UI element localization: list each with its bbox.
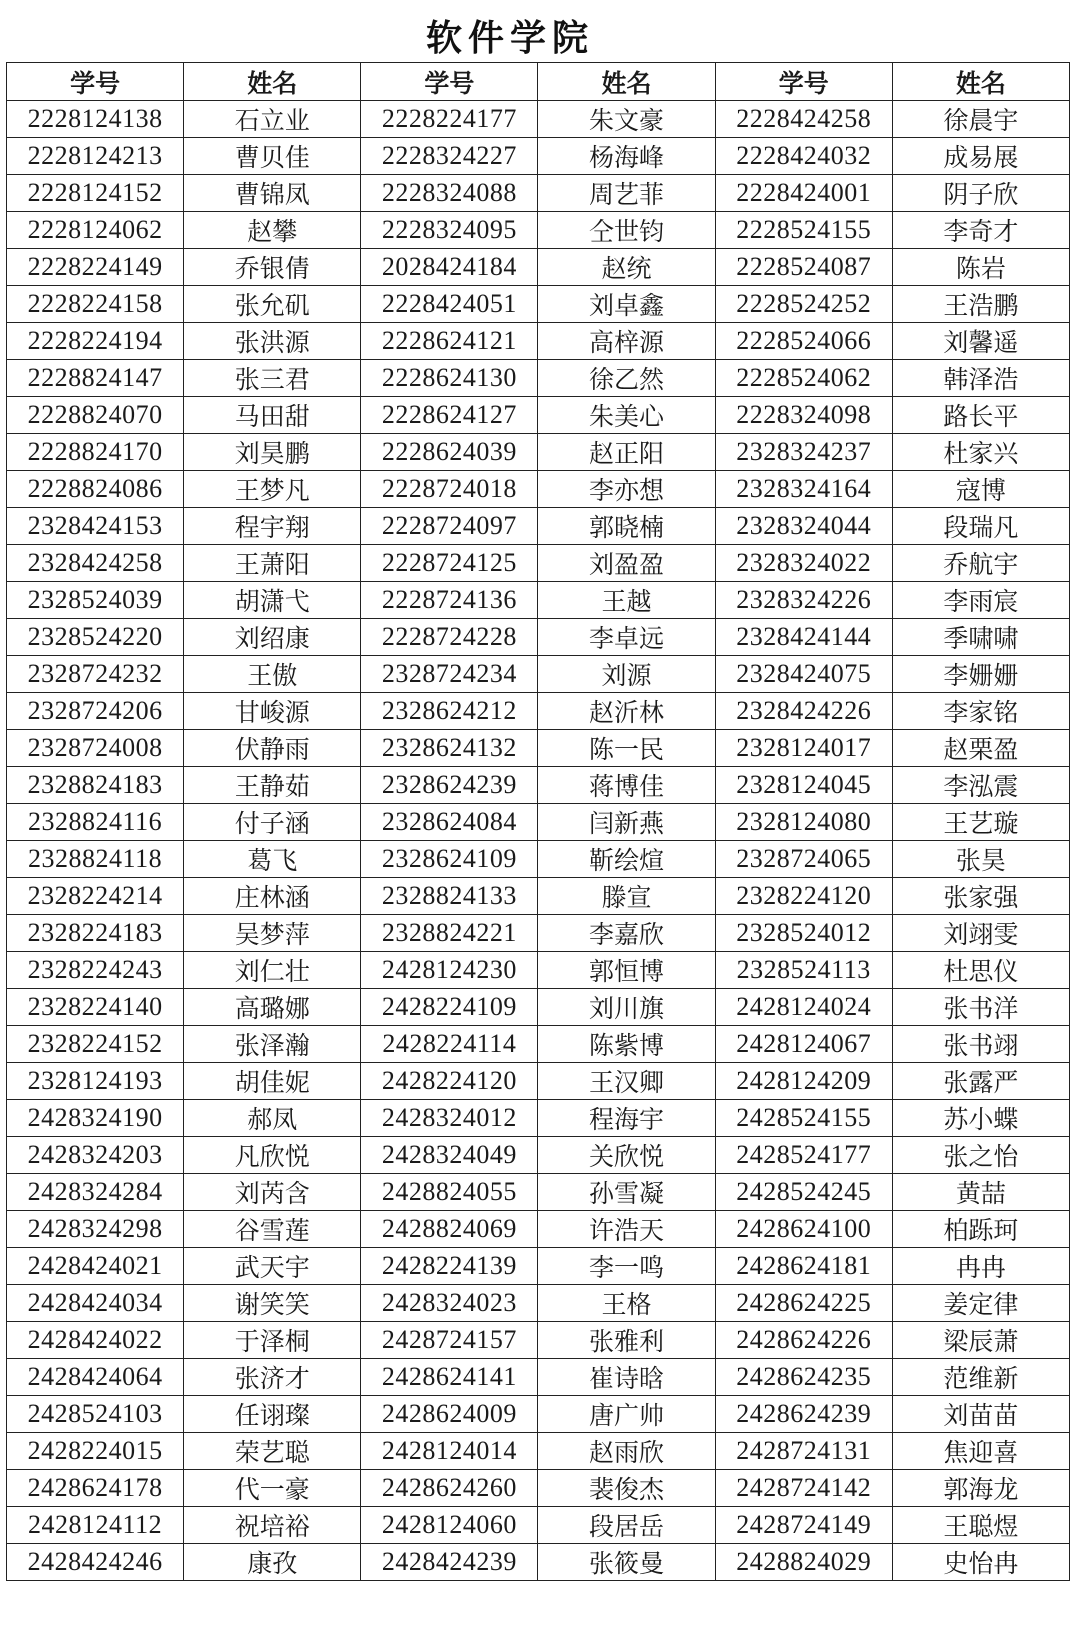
table-row bbox=[7, 582, 1070, 619]
student-id-cell: 2228724125 bbox=[361, 545, 538, 582]
student-id-cell: 2228524252 bbox=[715, 286, 892, 323]
student-name-cell: 陈岩 bbox=[892, 249, 1069, 286]
student-name-cell: 付子涵 bbox=[184, 804, 361, 841]
table-row bbox=[7, 841, 1070, 878]
student-id-cell: 2228424258 bbox=[715, 101, 892, 138]
page-title: 软件学院 bbox=[425, 18, 594, 59]
student-name-cell: 朱文豪 bbox=[538, 101, 715, 138]
student-name-cell: 张书翊 bbox=[892, 1026, 1069, 1063]
table-row bbox=[7, 1470, 1070, 1507]
student-id-cell: 2328424258 bbox=[7, 545, 184, 582]
student-id-cell: 2328624212 bbox=[361, 693, 538, 730]
student-name-cell: 曹贝佳 bbox=[184, 138, 361, 175]
student-id-cell: 2328224183 bbox=[7, 915, 184, 952]
student-name-cell: 谢笑笑 bbox=[184, 1285, 361, 1322]
student-name-cell: 段居岳 bbox=[538, 1507, 715, 1544]
student-name-cell: 郝凤 bbox=[184, 1100, 361, 1137]
table-row bbox=[7, 323, 1070, 360]
student-name-cell: 刘川旗 bbox=[538, 989, 715, 1026]
student-name-cell: 祝培裕 bbox=[184, 1507, 361, 1544]
table-row bbox=[7, 767, 1070, 804]
student-id-cell: 2228524066 bbox=[715, 323, 892, 360]
student-name-cell: 梁辰萧 bbox=[892, 1322, 1069, 1359]
student-id-cell: 2428824055 bbox=[361, 1174, 538, 1211]
student-name-cell: 王静茹 bbox=[184, 767, 361, 804]
student-name-cell: 李嘉欣 bbox=[538, 915, 715, 952]
student-id-cell: 2428724131 bbox=[715, 1433, 892, 1470]
student-name-cell: 成易展 bbox=[892, 138, 1069, 175]
student-id-cell: 2428624235 bbox=[715, 1359, 892, 1396]
table-header-row bbox=[7, 63, 1070, 101]
student-id-cell: 2228724228 bbox=[361, 619, 538, 656]
student-id-cell: 2328324164 bbox=[715, 471, 892, 508]
student-name-cell: 乔航宇 bbox=[892, 545, 1069, 582]
student-id-cell: 2328424153 bbox=[7, 508, 184, 545]
student-name-cell: 寇博 bbox=[892, 471, 1069, 508]
student-name-cell: 于泽桐 bbox=[184, 1322, 361, 1359]
student-id-cell: 2228224149 bbox=[7, 249, 184, 286]
student-name-cell: 阴子欣 bbox=[892, 175, 1069, 212]
student-name-cell: 刘芮含 bbox=[184, 1174, 361, 1211]
student-id-cell: 2228524087 bbox=[715, 249, 892, 286]
student-id-cell: 2428224015 bbox=[7, 1433, 184, 1470]
student-id-cell: 2428624239 bbox=[715, 1396, 892, 1433]
student-id-cell: 2228624039 bbox=[361, 434, 538, 471]
student-id-cell: 2228624130 bbox=[361, 360, 538, 397]
student-name-cell: 史怡冉 bbox=[892, 1544, 1069, 1581]
student-name-cell: 张露严 bbox=[892, 1063, 1069, 1100]
table-row bbox=[7, 471, 1070, 508]
table-row bbox=[7, 1322, 1070, 1359]
student-id-cell: 2428624225 bbox=[715, 1285, 892, 1322]
student-name-cell: 葛飞 bbox=[184, 841, 361, 878]
student-id-cell: 2428424239 bbox=[361, 1544, 538, 1581]
student-name-cell: 刘苗苗 bbox=[892, 1396, 1069, 1433]
table-row bbox=[7, 101, 1070, 138]
student-id-cell: 2228424001 bbox=[715, 175, 892, 212]
student-id-cell: 2328124045 bbox=[715, 767, 892, 804]
student-id-cell: 2228324227 bbox=[361, 138, 538, 175]
student-name-cell: 陈一民 bbox=[538, 730, 715, 767]
student-name-cell: 朱美心 bbox=[538, 397, 715, 434]
student-name-cell: 段瑞凡 bbox=[892, 508, 1069, 545]
student-id-cell: 2228724018 bbox=[361, 471, 538, 508]
student-id-cell: 2228824086 bbox=[7, 471, 184, 508]
student-id-cell: 2428324203 bbox=[7, 1137, 184, 1174]
student-id-cell: 2228424051 bbox=[361, 286, 538, 323]
student-name-cell: 甘峻源 bbox=[184, 693, 361, 730]
student-id-cell: 2328224214 bbox=[7, 878, 184, 915]
table-row bbox=[7, 952, 1070, 989]
student-name-cell: 王梦凡 bbox=[184, 471, 361, 508]
student-name-cell: 黄喆 bbox=[892, 1174, 1069, 1211]
student-id-cell: 2428524177 bbox=[715, 1137, 892, 1174]
table-row bbox=[7, 1285, 1070, 1322]
student-id-cell: 2328224140 bbox=[7, 989, 184, 1026]
student-id-cell: 2428724149 bbox=[715, 1507, 892, 1544]
student-id-cell: 2328224243 bbox=[7, 952, 184, 989]
student-name-cell: 杜家兴 bbox=[892, 434, 1069, 471]
student-id-cell: 2428724157 bbox=[361, 1322, 538, 1359]
student-name-cell: 王格 bbox=[538, 1285, 715, 1322]
student-id-cell: 2228624121 bbox=[361, 323, 538, 360]
table-row bbox=[7, 397, 1070, 434]
student-name-cell: 苏小蝶 bbox=[892, 1100, 1069, 1137]
student-id-cell: 2428424064 bbox=[7, 1359, 184, 1396]
student-id-cell: 2228124062 bbox=[7, 212, 184, 249]
student-id-cell: 2328324022 bbox=[715, 545, 892, 582]
column-header-student-id: 学号 bbox=[361, 63, 538, 101]
student-id-cell: 2428824029 bbox=[715, 1544, 892, 1581]
student-name-cell: 杜思仪 bbox=[892, 952, 1069, 989]
student-name-cell: 武天宇 bbox=[184, 1248, 361, 1285]
student-id-cell: 2228124152 bbox=[7, 175, 184, 212]
student-name-cell: 范维新 bbox=[892, 1359, 1069, 1396]
student-name-cell: 王越 bbox=[538, 582, 715, 619]
student-name-cell: 张昊 bbox=[892, 841, 1069, 878]
student-name-cell: 张三君 bbox=[184, 360, 361, 397]
table-row bbox=[7, 915, 1070, 952]
student-name-cell: 张家强 bbox=[892, 878, 1069, 915]
student-name-cell: 王萧阳 bbox=[184, 545, 361, 582]
student-name-cell: 石立业 bbox=[184, 101, 361, 138]
student-name-cell: 胡佳妮 bbox=[184, 1063, 361, 1100]
student-id-cell: 2328724234 bbox=[361, 656, 538, 693]
student-id-cell: 2328824116 bbox=[7, 804, 184, 841]
student-name-cell: 李家铭 bbox=[892, 693, 1069, 730]
student-name-cell: 李亦想 bbox=[538, 471, 715, 508]
student-id-cell: 2328424075 bbox=[715, 656, 892, 693]
student-id-cell: 2228824170 bbox=[7, 434, 184, 471]
student-id-cell: 2328224152 bbox=[7, 1026, 184, 1063]
student-id-cell: 2328724008 bbox=[7, 730, 184, 767]
student-name-cell: 陈紫博 bbox=[538, 1026, 715, 1063]
student-id-cell: 2428424034 bbox=[7, 1285, 184, 1322]
student-id-cell: 2228124138 bbox=[7, 101, 184, 138]
table-row bbox=[7, 286, 1070, 323]
student-id-cell: 2328724206 bbox=[7, 693, 184, 730]
student-name-cell: 刘昊鹏 bbox=[184, 434, 361, 471]
student-name-cell: 闫新燕 bbox=[538, 804, 715, 841]
student-name-cell: 张洪源 bbox=[184, 323, 361, 360]
student-id-cell: 2428324012 bbox=[361, 1100, 538, 1137]
student-name-cell: 韩泽浩 bbox=[892, 360, 1069, 397]
student-name-cell: 王傲 bbox=[184, 656, 361, 693]
table-row bbox=[7, 693, 1070, 730]
student-name-cell: 焦迎喜 bbox=[892, 1433, 1069, 1470]
student-id-cell: 2428624226 bbox=[715, 1322, 892, 1359]
student-name-cell: 马田甜 bbox=[184, 397, 361, 434]
student-name-cell: 周艺菲 bbox=[538, 175, 715, 212]
student-name-cell: 徐乙然 bbox=[538, 360, 715, 397]
student-id-cell: 2428424022 bbox=[7, 1322, 184, 1359]
student-name-cell: 李一鸣 bbox=[538, 1248, 715, 1285]
student-id-cell: 2228324095 bbox=[361, 212, 538, 249]
student-name-cell: 刘盈盈 bbox=[538, 545, 715, 582]
student-name-cell: 张书洋 bbox=[892, 989, 1069, 1026]
student-id-cell: 2428424021 bbox=[7, 1248, 184, 1285]
student-name-cell: 刘卓鑫 bbox=[538, 286, 715, 323]
student-name-cell: 王汉卿 bbox=[538, 1063, 715, 1100]
student-name-cell: 蒋博佳 bbox=[538, 767, 715, 804]
student-name-cell: 冉冉 bbox=[892, 1248, 1069, 1285]
student-id-cell: 2228524062 bbox=[715, 360, 892, 397]
table-row bbox=[7, 1433, 1070, 1470]
student-id-cell: 2328524039 bbox=[7, 582, 184, 619]
student-name-cell: 李奇才 bbox=[892, 212, 1069, 249]
student-id-cell: 2328324237 bbox=[715, 434, 892, 471]
student-name-cell: 关欣悦 bbox=[538, 1137, 715, 1174]
student-name-cell: 王艺璇 bbox=[892, 804, 1069, 841]
table-row bbox=[7, 545, 1070, 582]
student-id-cell: 2328724232 bbox=[7, 656, 184, 693]
student-id-cell: 2228524155 bbox=[715, 212, 892, 249]
student-id-cell: 2228324098 bbox=[715, 397, 892, 434]
student-id-cell: 2428124209 bbox=[715, 1063, 892, 1100]
student-id-cell: 2328624132 bbox=[361, 730, 538, 767]
student-name-cell: 柏跞珂 bbox=[892, 1211, 1069, 1248]
student-id-cell: 2428524103 bbox=[7, 1396, 184, 1433]
student-id-cell: 2328824133 bbox=[361, 878, 538, 915]
student-name-cell: 张筱曼 bbox=[538, 1544, 715, 1581]
student-id-cell: 2428324023 bbox=[361, 1285, 538, 1322]
student-id-cell: 2428624181 bbox=[715, 1248, 892, 1285]
student-id-cell: 2428524245 bbox=[715, 1174, 892, 1211]
student-id-cell: 2328824183 bbox=[7, 767, 184, 804]
student-id-cell: 2328424144 bbox=[715, 619, 892, 656]
student-name-cell: 曹锦凤 bbox=[184, 175, 361, 212]
student-name-cell: 赵正阳 bbox=[538, 434, 715, 471]
student-id-cell: 2428124060 bbox=[361, 1507, 538, 1544]
student-id-cell: 2328624084 bbox=[361, 804, 538, 841]
student-id-cell: 2328524220 bbox=[7, 619, 184, 656]
student-id-cell: 2328124080 bbox=[715, 804, 892, 841]
student-id-cell: 2428224114 bbox=[361, 1026, 538, 1063]
table-row bbox=[7, 1137, 1070, 1174]
student-name-cell: 任诩璨 bbox=[184, 1396, 361, 1433]
student-id-cell: 2228724097 bbox=[361, 508, 538, 545]
student-name-cell: 程宇翔 bbox=[184, 508, 361, 545]
student-name-cell: 张雅利 bbox=[538, 1322, 715, 1359]
table-row bbox=[7, 1248, 1070, 1285]
student-name-cell: 荣艺聪 bbox=[184, 1433, 361, 1470]
student-name-cell: 刘绍康 bbox=[184, 619, 361, 656]
student-name-cell: 胡潇弋 bbox=[184, 582, 361, 619]
student-id-cell: 2328824118 bbox=[7, 841, 184, 878]
student-name-cell: 赵攀 bbox=[184, 212, 361, 249]
student-name-cell: 谷雪莲 bbox=[184, 1211, 361, 1248]
student-name-cell: 凡欣悦 bbox=[184, 1137, 361, 1174]
student-name-cell: 刘翊雯 bbox=[892, 915, 1069, 952]
student-id-cell: 2328324226 bbox=[715, 582, 892, 619]
table-row bbox=[7, 1507, 1070, 1544]
student-name-cell: 裴俊杰 bbox=[538, 1470, 715, 1507]
student-name-cell: 高梓源 bbox=[538, 323, 715, 360]
student-id-cell: 2328724065 bbox=[715, 841, 892, 878]
student-id-cell: 2428624100 bbox=[715, 1211, 892, 1248]
student-id-cell: 2328424226 bbox=[715, 693, 892, 730]
student-id-cell: 2428124230 bbox=[361, 952, 538, 989]
student-id-cell: 2328624239 bbox=[361, 767, 538, 804]
student-id-cell: 2428124112 bbox=[7, 1507, 184, 1544]
student-id-cell: 2428624141 bbox=[361, 1359, 538, 1396]
table-body bbox=[7, 101, 1070, 1581]
student-name-cell: 许浩天 bbox=[538, 1211, 715, 1248]
student-id-cell: 2228324088 bbox=[361, 175, 538, 212]
student-id-cell: 2428324190 bbox=[7, 1100, 184, 1137]
student-id-cell: 2028424184 bbox=[361, 249, 538, 286]
student-name-cell: 赵雨欣 bbox=[538, 1433, 715, 1470]
student-id-cell: 2228724136 bbox=[361, 582, 538, 619]
student-name-cell: 程海宇 bbox=[538, 1100, 715, 1137]
table-row bbox=[7, 1100, 1070, 1137]
student-id-cell: 2428624178 bbox=[7, 1470, 184, 1507]
student-id-cell: 2328324044 bbox=[715, 508, 892, 545]
column-header-student-id: 学号 bbox=[715, 63, 892, 101]
student-name-cell: 张济才 bbox=[184, 1359, 361, 1396]
student-name-cell: 张泽瀚 bbox=[184, 1026, 361, 1063]
student-id-cell: 2328124017 bbox=[715, 730, 892, 767]
student-name-cell: 徐晨宇 bbox=[892, 101, 1069, 138]
student-name-cell: 刘馨遥 bbox=[892, 323, 1069, 360]
student-id-cell: 2428324298 bbox=[7, 1211, 184, 1248]
student-id-cell: 2228824070 bbox=[7, 397, 184, 434]
table-row bbox=[7, 1359, 1070, 1396]
table-row bbox=[7, 138, 1070, 175]
student-id-cell: 2428624260 bbox=[361, 1470, 538, 1507]
table-row bbox=[7, 508, 1070, 545]
table-row bbox=[7, 1396, 1070, 1433]
student-id-cell: 2328524113 bbox=[715, 952, 892, 989]
student-name-cell: 伏静雨 bbox=[184, 730, 361, 767]
student-id-cell: 2228224194 bbox=[7, 323, 184, 360]
student-name-cell: 刘源 bbox=[538, 656, 715, 693]
student-name-cell: 郭晓楠 bbox=[538, 508, 715, 545]
table-row bbox=[7, 1063, 1070, 1100]
student-name-cell: 靳绘煊 bbox=[538, 841, 715, 878]
student-name-cell: 崔诗晗 bbox=[538, 1359, 715, 1396]
student-name-cell: 郭海龙 bbox=[892, 1470, 1069, 1507]
student-id-cell: 2428124067 bbox=[715, 1026, 892, 1063]
student-name-cell: 李卓远 bbox=[538, 619, 715, 656]
column-header-name: 姓名 bbox=[184, 63, 361, 101]
table-row bbox=[7, 1174, 1070, 1211]
table-row bbox=[7, 619, 1070, 656]
student-name-cell: 庄林涵 bbox=[184, 878, 361, 915]
student-name-cell: 滕宣 bbox=[538, 878, 715, 915]
student-name-cell: 赵统 bbox=[538, 249, 715, 286]
student-id-cell: 2228624127 bbox=[361, 397, 538, 434]
student-id-cell: 2328124193 bbox=[7, 1063, 184, 1100]
column-header-name: 姓名 bbox=[892, 63, 1069, 101]
student-id-cell: 2428724142 bbox=[715, 1470, 892, 1507]
student-id-cell: 2228224177 bbox=[361, 101, 538, 138]
student-name-cell: 杨海峰 bbox=[538, 138, 715, 175]
student-id-cell: 2328824221 bbox=[361, 915, 538, 952]
table-row bbox=[7, 730, 1070, 767]
student-name-cell: 刘仁壮 bbox=[184, 952, 361, 989]
student-name-cell: 李姗姗 bbox=[892, 656, 1069, 693]
student-name-cell: 唐广帅 bbox=[538, 1396, 715, 1433]
student-id-cell: 2228124213 bbox=[7, 138, 184, 175]
student-name-cell: 王聪煜 bbox=[892, 1507, 1069, 1544]
student-id-cell: 2328224120 bbox=[715, 878, 892, 915]
student-id-cell: 2428324049 bbox=[361, 1137, 538, 1174]
student-name-cell: 赵栗盈 bbox=[892, 730, 1069, 767]
student-name-cell: 孙雪凝 bbox=[538, 1174, 715, 1211]
table-row bbox=[7, 656, 1070, 693]
student-id-cell: 2428424246 bbox=[7, 1544, 184, 1581]
student-name-cell: 康孜 bbox=[184, 1544, 361, 1581]
column-header-name: 姓名 bbox=[538, 63, 715, 101]
student-id-cell: 2428324284 bbox=[7, 1174, 184, 1211]
student-id-cell: 2328624109 bbox=[361, 841, 538, 878]
student-name-cell: 乔银倩 bbox=[184, 249, 361, 286]
table-row bbox=[7, 804, 1070, 841]
student-id-cell: 2428124024 bbox=[715, 989, 892, 1026]
student-id-cell: 2428124014 bbox=[361, 1433, 538, 1470]
table-row bbox=[7, 1211, 1070, 1248]
student-id-cell: 2428224139 bbox=[361, 1248, 538, 1285]
student-name-cell: 郭恒博 bbox=[538, 952, 715, 989]
student-name-cell: 赵沂林 bbox=[538, 693, 715, 730]
table-row bbox=[7, 1026, 1070, 1063]
student-id-cell: 2428624009 bbox=[361, 1396, 538, 1433]
student-name-cell: 张之怡 bbox=[892, 1137, 1069, 1174]
student-name-cell: 张允矶 bbox=[184, 286, 361, 323]
table-row bbox=[7, 360, 1070, 397]
column-header-student-id: 学号 bbox=[7, 63, 184, 101]
table-row bbox=[7, 249, 1070, 286]
table-row bbox=[7, 175, 1070, 212]
student-name-cell: 路长平 bbox=[892, 397, 1069, 434]
table-row bbox=[7, 878, 1070, 915]
student-name-cell: 吴梦萍 bbox=[184, 915, 361, 952]
student-name-cell: 季啸啸 bbox=[892, 619, 1069, 656]
table-row bbox=[7, 434, 1070, 471]
student-id-cell: 2228424032 bbox=[715, 138, 892, 175]
student-name-cell: 高璐娜 bbox=[184, 989, 361, 1026]
student-id-cell: 2428224120 bbox=[361, 1063, 538, 1100]
student-id-cell: 2428524155 bbox=[715, 1100, 892, 1137]
table-row bbox=[7, 989, 1070, 1026]
student-id-cell: 2428824069 bbox=[361, 1211, 538, 1248]
student-id-cell: 2228824147 bbox=[7, 360, 184, 397]
student-name-cell: 李泓震 bbox=[892, 767, 1069, 804]
student-name-cell: 姜定律 bbox=[892, 1285, 1069, 1322]
table-row bbox=[7, 212, 1070, 249]
student-name-cell: 仝世钧 bbox=[538, 212, 715, 249]
student-id-cell: 2428224109 bbox=[361, 989, 538, 1026]
student-id-cell: 2228224158 bbox=[7, 286, 184, 323]
student-name-cell: 李雨宸 bbox=[892, 582, 1069, 619]
student-table bbox=[6, 62, 1070, 1581]
student-id-cell: 2328524012 bbox=[715, 915, 892, 952]
student-name-cell: 王浩鹏 bbox=[892, 286, 1069, 323]
table-row bbox=[7, 1544, 1070, 1581]
student-name-cell: 代一豪 bbox=[184, 1470, 361, 1507]
